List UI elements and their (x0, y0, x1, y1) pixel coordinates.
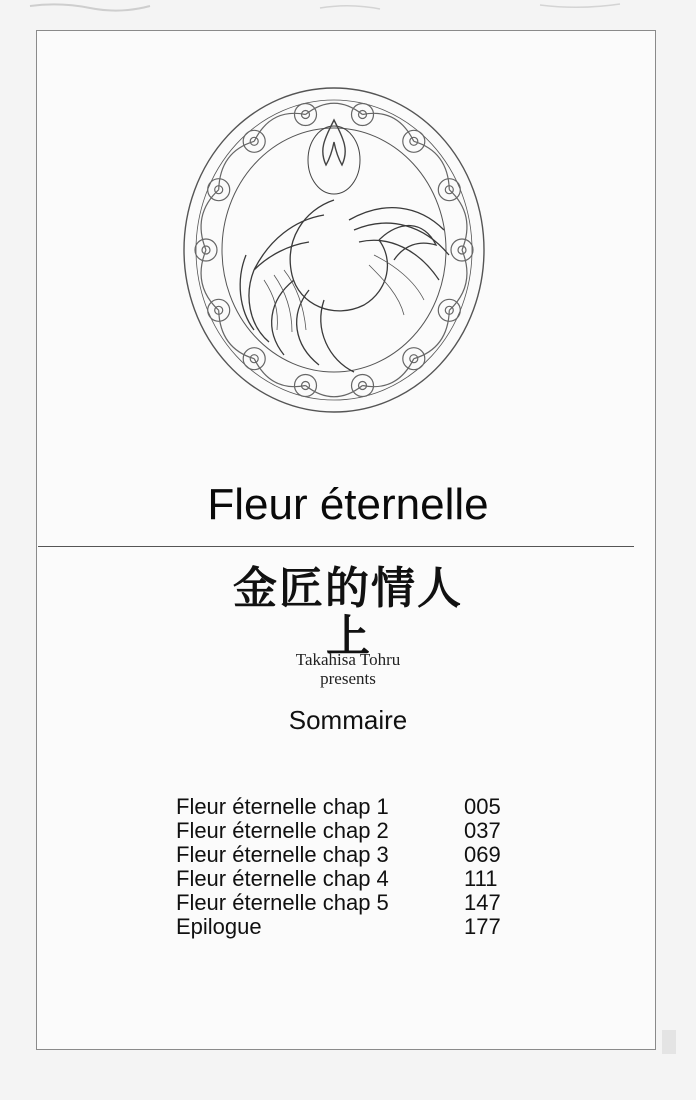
vine-ornament (449, 190, 467, 250)
presents-text: presents (320, 669, 376, 688)
toc-entry-page: 005 (464, 794, 501, 819)
author-name: Takahisa Tohru (295, 650, 401, 669)
toc-entry-page: 037 (464, 818, 501, 843)
vine-ornament (201, 190, 219, 250)
summary-heading: Sommaire (288, 705, 408, 735)
toc-entry (176, 867, 516, 891)
toc-entry (176, 819, 516, 843)
vine-ornament (363, 359, 414, 387)
toc-entry-label: Fleur éternelle chap 3 (176, 842, 389, 867)
phoenix-medallion-icon (174, 80, 494, 420)
toc-entry (176, 795, 516, 819)
toc-entry (176, 915, 516, 939)
toc-entry-label: Fleur éternelle chap 4 (176, 866, 389, 891)
vine-ornament (254, 113, 305, 141)
toc-entry-page: 147 (464, 890, 501, 915)
toc-entry-label: Epilogue (176, 914, 262, 939)
toc-entry-label: Fleur éternelle chap 5 (176, 890, 389, 915)
vine-ornament (414, 141, 450, 189)
vine-ornament (363, 113, 414, 141)
author-credit (0, 650, 696, 688)
toc-entry-page: 177 (464, 914, 501, 939)
vine-ornament (219, 310, 255, 358)
toc-entry-label: Fleur éternelle chap 1 (176, 794, 389, 819)
toc-entry-page: 111 (464, 866, 498, 891)
toc-entry-page: 069 (464, 842, 501, 867)
toc-entry-label: Fleur éternelle chap 2 (176, 818, 389, 843)
vine-ornament (449, 250, 467, 310)
vine-ornament (254, 359, 305, 387)
scan-artifact (662, 1030, 676, 1054)
toc-entry (176, 891, 516, 915)
vine-ornament (306, 103, 363, 114)
table-of-contents (176, 795, 516, 939)
toc-entry (176, 843, 516, 867)
vine-ornament (414, 310, 450, 358)
vine-ornament (306, 386, 363, 397)
original-title: 金匠的情人 (233, 563, 463, 614)
book-title: Fleur éternelle (207, 480, 489, 529)
vine-ornament (219, 141, 255, 189)
vine-ornament (201, 250, 219, 310)
scan-artifact (20, 0, 680, 16)
title-divider (38, 546, 634, 547)
volume-marker: 上 (326, 611, 370, 662)
